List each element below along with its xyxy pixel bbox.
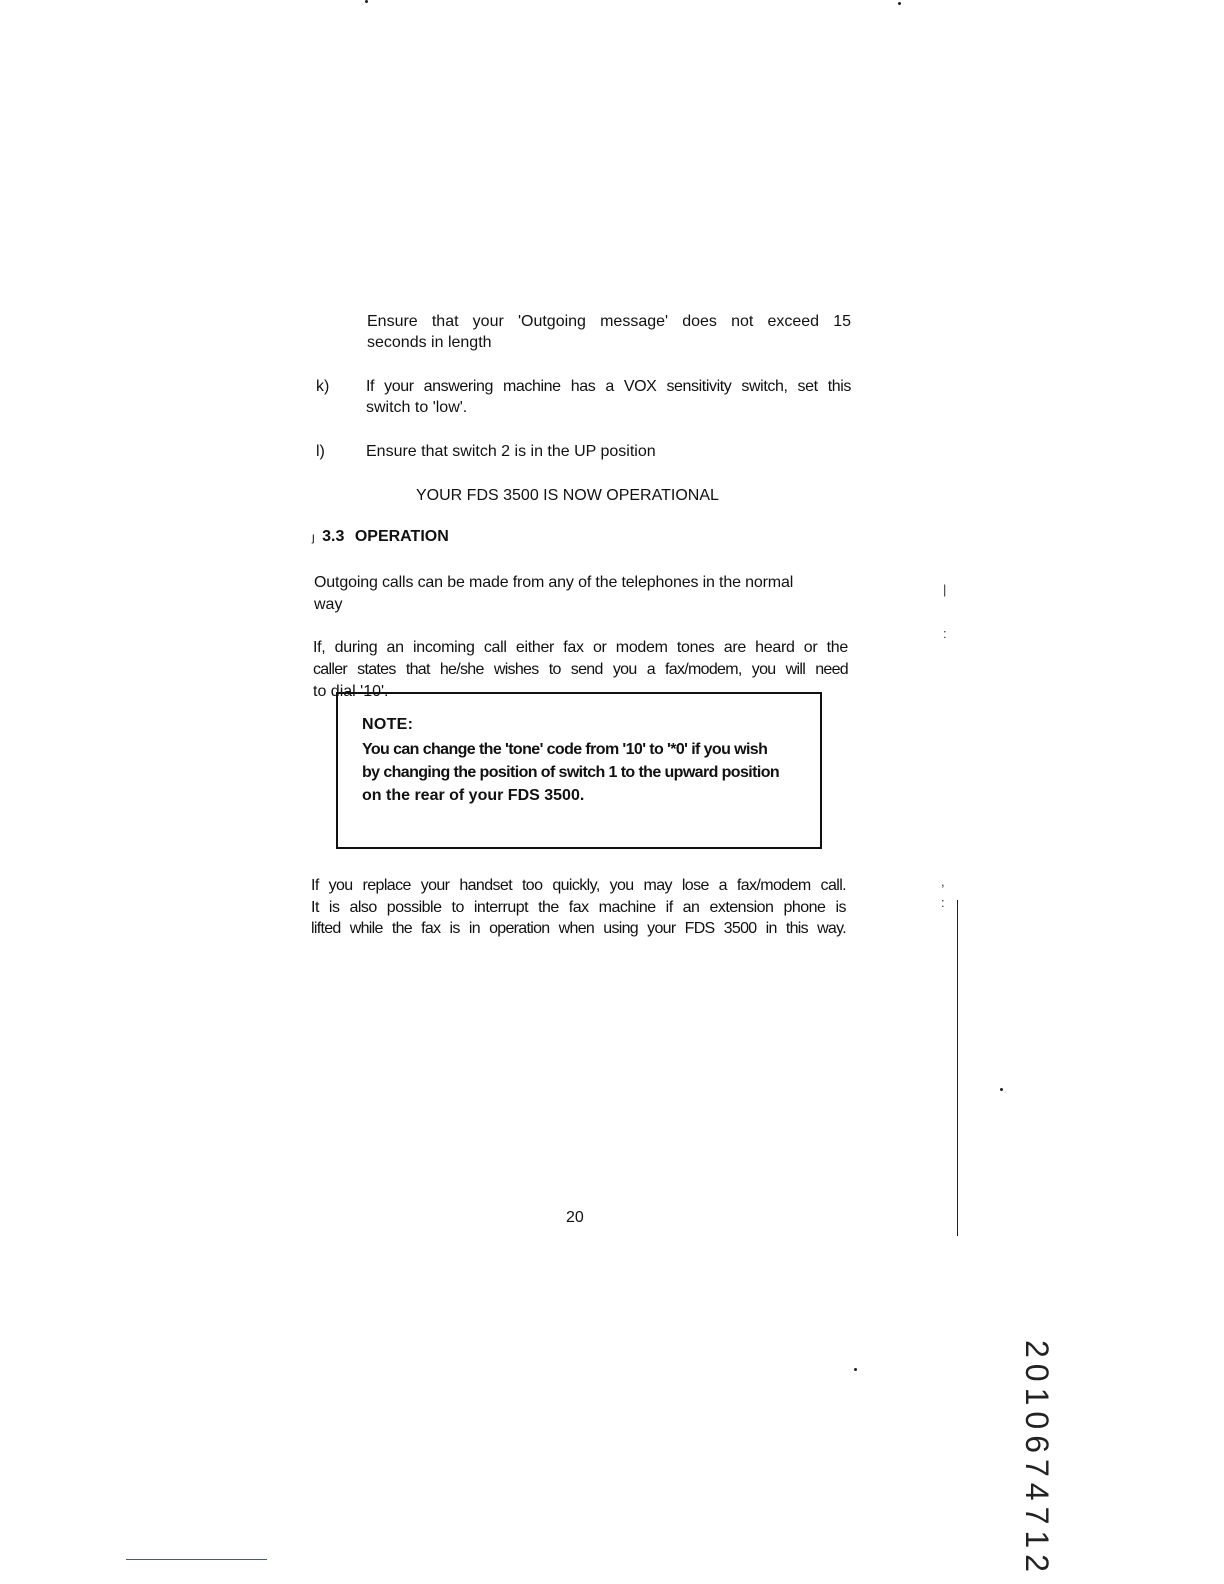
note-box bbox=[336, 692, 822, 849]
section-number: 3.3 bbox=[322, 528, 345, 545]
scan-dot bbox=[365, 0, 368, 3]
note-title: NOTE: bbox=[362, 716, 414, 733]
note-line-2: by changing the position of switch 1 to the upward position bbox=[362, 764, 780, 781]
section-heading bbox=[312, 528, 449, 546]
bottom-rule bbox=[126, 1559, 267, 1560]
item-l-label: l) bbox=[316, 443, 325, 460]
margin-mark: : bbox=[941, 895, 945, 910]
item-k-line-1: If your answering machine has a VOX sensitivity switch, set this bbox=[366, 378, 851, 395]
para3-line-3: lifted while the fax is in operation when using your FDS 3500 in this way. bbox=[311, 920, 846, 937]
section-prefix: ȷ bbox=[312, 530, 315, 544]
margin-mark: , bbox=[941, 874, 945, 889]
para1-line-2: way bbox=[314, 596, 343, 613]
scan-dot bbox=[898, 2, 901, 5]
margin-vertical-rule bbox=[957, 900, 958, 1236]
intro-line-2: seconds in length bbox=[367, 334, 492, 351]
scan-dot bbox=[1000, 1088, 1003, 1091]
para2-line-3: to dial '10'. bbox=[313, 683, 389, 700]
operational-statement: YOUR FDS 3500 IS NOW OPERATIONAL bbox=[416, 487, 719, 504]
item-k-label: k) bbox=[316, 378, 330, 395]
page-number: 20 bbox=[566, 1209, 584, 1226]
para2-line-1: If, during an incoming call either fax or modem tones are heard or the bbox=[313, 639, 848, 656]
document-id-stamp: 2010674712 bbox=[1019, 1340, 1055, 1578]
margin-mark: | bbox=[943, 582, 947, 597]
note-body bbox=[362, 738, 802, 807]
para3-line-2: It is also possible to interrupt the fax machine if an extension phone is bbox=[311, 899, 846, 916]
para2-line-2: caller states that he/she wishes to send you a fax/modem, you will need bbox=[313, 661, 848, 678]
item-l-text: Ensure that switch 2 is in the UP position bbox=[366, 443, 656, 460]
para3-line-1: If you replace your handset too quickly, you may lose a fax/modem call. bbox=[311, 877, 846, 894]
section-title: OPERATION bbox=[354, 528, 449, 545]
para1-line-1: Outgoing calls can be made from any of the telephones in the normal bbox=[314, 574, 794, 591]
note-line-3: on the rear of your FDS 3500. bbox=[362, 787, 585, 804]
note-line-1: You can change the 'tone' code from '10' to '*0' if you wish bbox=[362, 741, 768, 758]
scan-dot bbox=[854, 1368, 857, 1371]
intro-line-1: Ensure that your 'Outgoing message' does not exceed 15 bbox=[367, 313, 851, 330]
item-k-line-2: switch to 'low'. bbox=[366, 399, 468, 416]
margin-mark: : bbox=[943, 626, 947, 641]
